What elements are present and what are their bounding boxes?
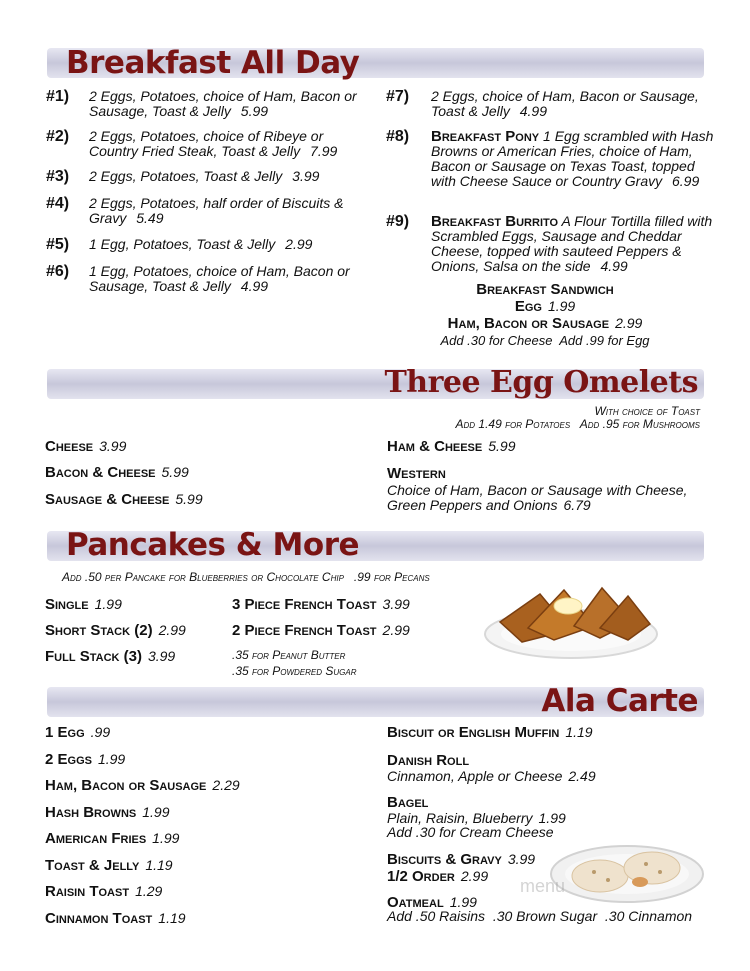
biscuits-gravy-photo [548,842,706,906]
combo-price: 5.99 [240,103,269,119]
combo-number: #4) [46,195,70,212]
omelet-item: Cheese 3.99 [45,438,127,455]
alacarte-danish-desc: Cinnamon, Apple or Cheese 2.49 [387,768,596,784]
combo-price: 5.49 [136,210,164,226]
section-title-pancakes: Pancakes & More [66,527,360,563]
sandwich-addon: Add .30 for Cheese Add .99 for Egg [440,333,650,348]
combo-price: 6.99 [672,173,700,189]
french-toast-item: 2 Piece French Toast 2.99 [232,622,410,639]
combo-text: 2 Eggs, Potatoes, choice of Ribeye or Country Fried Steak, Toast & Jelly [89,128,324,159]
combo-text: 2 Eggs, Potatoes, choice of Ham, Bacon or Sausage, Toast & Jelly [89,88,357,119]
combo-description [89,196,371,226]
omelet-western-name: Western [387,465,446,482]
alacarte-gravy: Biscuits & Gravy 3.99 [387,851,536,868]
alacarte-half-order: 1/2 Order 2.99 [387,868,489,885]
combo-price: 4.99 [519,103,547,119]
alacarte-item: 1 Egg .99 [45,724,111,741]
combo-text: 1 Egg, Potatoes, choice of Ham, Bacon or Sausage, Toast & Jelly [89,263,350,294]
combo-number: #9) [386,213,410,230]
combo-number: #3) [46,168,70,185]
alacarte-muffin: Biscuit or English Muffin 1.19 [387,724,593,741]
omelet-note-addons: Add 1.49 for Potatoes Add .95 for Mushrooms [455,417,700,431]
combo-text: A Flour Tortilla filled with Scrambled Eggs, Sausage and Cheddar Cheese, topped with sauteed Peppers & Onions, Salsa on the side [431,213,713,274]
omelet-item: Bacon & Cheese 5.99 [45,464,189,481]
alacarte-item: 2 Eggs 1.99 [45,751,126,768]
french-toast-addon: .35 for Peanut Butter [232,648,346,662]
alacarte-bagel-addon: Add .30 for Cream Cheese [387,824,554,840]
combo-text: 2 Eggs, Potatoes, half order of Biscuits & Gravy [89,195,344,226]
combo-price: 3.99 [292,168,320,184]
omelet-note-toast: With choice of Toast [594,404,700,418]
combo-description [431,129,716,189]
alacarte-item: American Fries 1.99 [45,830,180,847]
combo-number: #7) [386,88,410,105]
combo-description [89,129,371,159]
pancake-item: Single 1.99 [45,596,122,613]
alacarte-bagel-desc: Plain, Raisin, Blueberry 1.99 [387,810,566,826]
combo-description [431,214,716,274]
alacarte-bagel-name: Bagel [387,794,429,811]
alacarte-item: Raisin Toast 1.29 [45,883,163,900]
combo-text: 2 Eggs, Potatoes, Toast & Jelly [89,168,283,184]
alacarte-item: Cinnamon Toast 1.19 [45,910,186,927]
combo-price: 7.99 [310,143,338,159]
french-toast-addon: .35 for Powdered Sugar [232,664,357,678]
pancake-item: Full Stack (3) 3.99 [45,648,176,665]
combo-text: 1 Egg scrambled with Hash Browns or American Fries, choice of Ham, Bacon or Sausage on Texas Toast, topped with Cheese Sauce or Country Gravy [431,128,714,189]
omelet-item: Ham & Cheese 5.99 [387,438,516,455]
combo-price: 4.99 [240,278,269,294]
pancake-item: Short Stack (2) 2.99 [45,622,186,639]
combo-number: #1) [46,88,70,105]
section-title-omelets: Three Egg Omelets [384,365,698,400]
combo-text: 1 Egg, Potatoes, Toast & Jelly [89,236,276,252]
combo-name: Breakfast Pony [431,128,540,145]
alacarte-oatmeal: Oatmeal 1.99 [387,894,477,911]
sandwich-egg: Egg 1.99 [514,298,576,315]
combo-description [89,237,371,252]
combo-description [89,264,371,294]
combo-text: 2 Eggs, choice of Ham, Bacon or Sausage, Toast & Jelly [431,88,699,119]
combo-price: 4.99 [600,258,628,274]
alacarte-item: Ham, Bacon or Sausage 2.29 [45,777,240,794]
section-title-alacarte: Ala Carte [541,683,698,719]
french-toast-photo [482,582,660,662]
combo-number: #2) [46,128,70,145]
combo-price: 2.99 [285,236,313,252]
combo-number: #5) [46,236,70,253]
combo-description [89,169,371,184]
sandwich-meat: Ham, Bacon or Sausage 2.99 [447,315,643,332]
combo-number: #8) [386,128,410,145]
combo-description [89,89,371,119]
omelet-western-desc: Choice of Ham, Bacon or Sausage with Cheese, Green Peppers and Onions 6.79 [387,482,688,513]
sandwich-title: Breakfast Sandwich [476,281,614,298]
breakfast-sandwich-block [420,282,670,350]
alacarte-item: Hash Browns 1.99 [45,804,170,821]
alacarte-item: Toast & Jelly 1.19 [45,857,173,874]
alacarte-oatmeal-addon: Add .50 Raisins .30 Brown Sugar .30 Cinnamon [387,908,693,924]
combo-number: #6) [46,263,70,280]
french-toast-item: 3 Piece French Toast 3.99 [232,596,410,613]
combo-name: Breakfast Burrito [431,213,559,230]
section-title-breakfast: Breakfast All Day [66,45,360,81]
pancake-addon-note: Add .50 per Pancake for Blueberries or Chocolate Chip .99 for Pecans [62,570,430,584]
alacarte-danish-name: Danish Roll [387,752,470,769]
omelet-item: Sausage & Cheese 5.99 [45,491,203,508]
combo-description [431,89,713,119]
watermark: menu [520,876,566,896]
